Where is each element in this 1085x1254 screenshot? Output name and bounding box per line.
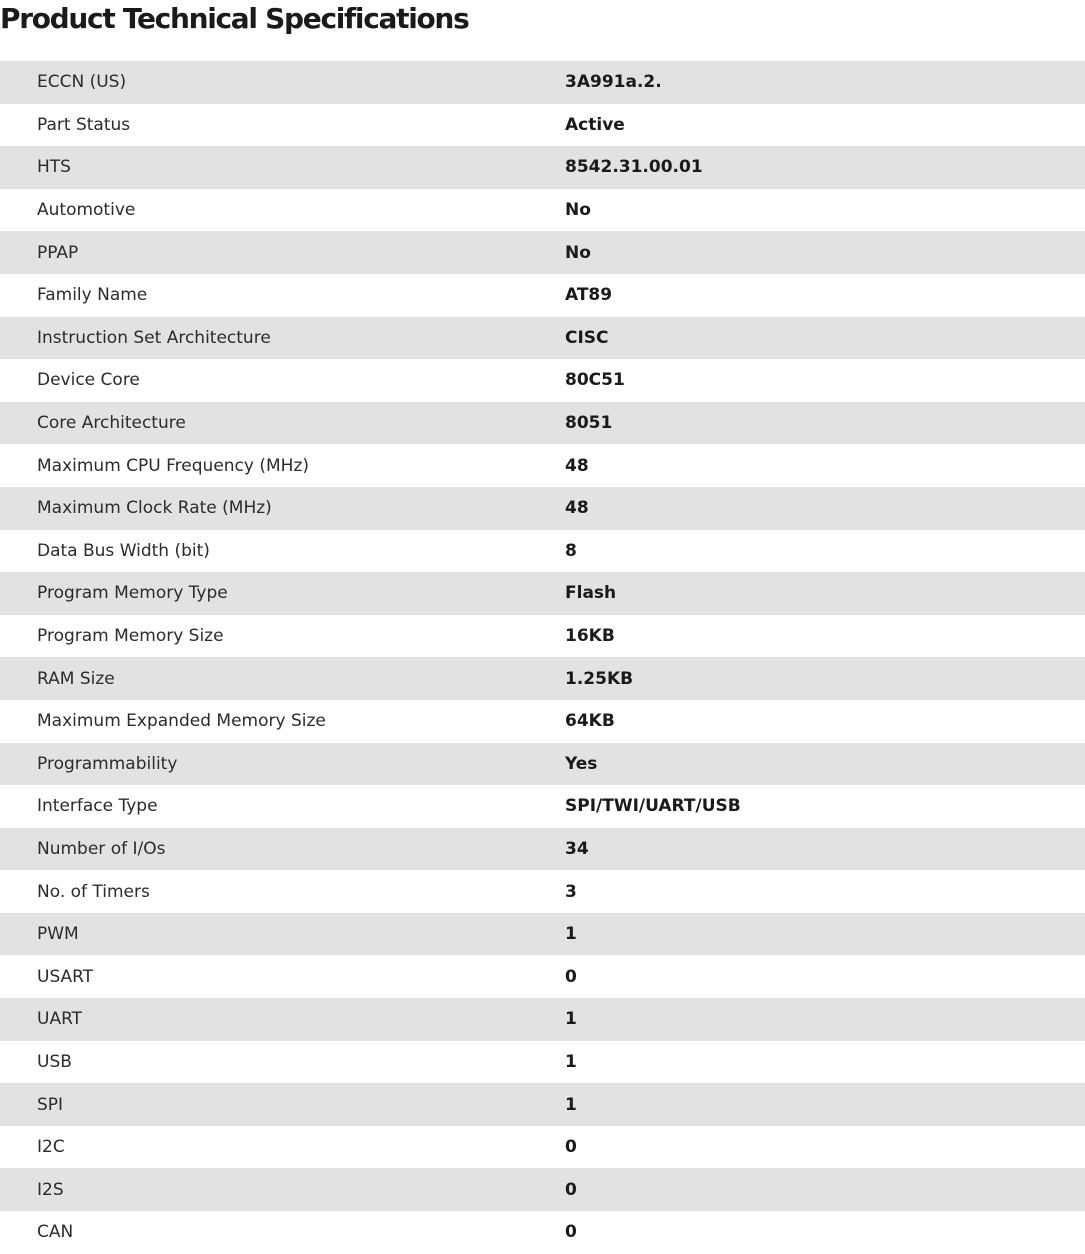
table-row xyxy=(0,530,1085,573)
spec-label: Interface Type xyxy=(37,796,158,817)
spec-value: Flash xyxy=(565,583,617,604)
spec-value: 1 xyxy=(565,924,577,945)
spec-table xyxy=(0,61,1085,1254)
spec-label: Data Bus Width (bit) xyxy=(37,540,210,561)
spec-value: 1.25KB xyxy=(565,668,634,689)
spec-value: SPI/TWI/UART/USB xyxy=(565,796,741,817)
table-row xyxy=(0,615,1085,658)
spec-value: 16KB xyxy=(565,626,615,647)
table-row xyxy=(0,444,1085,487)
spec-label: I2C xyxy=(37,1137,65,1158)
table-row xyxy=(0,700,1085,743)
table-row xyxy=(0,359,1085,402)
table-row xyxy=(0,231,1085,274)
spec-label: Number of I/Os xyxy=(37,838,166,859)
table-row xyxy=(0,870,1085,913)
spec-label: Family Name xyxy=(37,285,148,306)
table-row xyxy=(0,1126,1085,1169)
spec-label: Maximum Expanded Memory Size xyxy=(37,711,326,732)
table-row xyxy=(0,572,1085,615)
spec-value: 1 xyxy=(565,1009,577,1030)
spec-value: 0 xyxy=(565,1179,577,1200)
spec-label: USART xyxy=(37,966,94,987)
table-row xyxy=(0,1211,1085,1254)
spec-value: 0 xyxy=(565,1222,577,1243)
spec-value: 3A991a.2. xyxy=(565,72,662,93)
spec-label: PPAP xyxy=(37,242,79,263)
spec-value: 48 xyxy=(565,455,589,476)
table-row xyxy=(0,1083,1085,1126)
spec-label: Maximum Clock Rate (MHz) xyxy=(37,498,272,519)
table-row xyxy=(0,146,1085,189)
spec-value: Yes xyxy=(565,753,598,774)
spec-label: SPI xyxy=(37,1094,64,1115)
spec-label: PWM xyxy=(37,924,79,945)
spec-value: 8051 xyxy=(565,413,613,434)
spec-label: Instruction Set Architecture xyxy=(37,327,271,348)
spec-label: USB xyxy=(37,1051,72,1072)
spec-value: 0 xyxy=(565,966,577,987)
spec-label: HTS xyxy=(37,157,71,178)
spec-value: 34 xyxy=(565,838,589,859)
table-row xyxy=(0,955,1085,998)
spec-label: No. of Timers xyxy=(37,881,150,902)
spec-value: 1 xyxy=(565,1051,577,1072)
spec-value: 0 xyxy=(565,1137,577,1158)
spec-label: Programmability xyxy=(37,753,178,774)
spec-value: 80C51 xyxy=(565,370,625,391)
spec-value: 1 xyxy=(565,1094,577,1115)
spec-label: Program Memory Size xyxy=(37,626,224,647)
spec-label: Automotive xyxy=(37,200,136,221)
spec-value: No xyxy=(565,242,591,263)
spec-label: Part Status xyxy=(37,114,131,135)
table-row xyxy=(0,487,1085,530)
table-row xyxy=(0,1041,1085,1084)
spec-value: CISC xyxy=(565,327,609,348)
spec-label: Program Memory Type xyxy=(37,583,228,604)
table-row xyxy=(0,1168,1085,1211)
spec-value: AT89 xyxy=(565,285,613,306)
spec-label: Device Core xyxy=(37,370,140,391)
table-row xyxy=(0,61,1085,104)
spec-label: I2S xyxy=(37,1179,64,1200)
table-row xyxy=(0,998,1085,1041)
spec-label: Core Architecture xyxy=(37,413,186,434)
spec-label: ECCN (US) xyxy=(37,72,127,93)
spec-value: No xyxy=(565,200,591,221)
table-row xyxy=(0,274,1085,317)
table-row xyxy=(0,402,1085,445)
spec-value: 48 xyxy=(565,498,589,519)
spec-value: 3 xyxy=(565,881,577,902)
spec-label: UART xyxy=(37,1009,83,1030)
page-title: Product Technical Specifications xyxy=(0,2,469,35)
spec-label: RAM Size xyxy=(37,668,115,689)
table-row xyxy=(0,743,1085,786)
spec-label: CAN xyxy=(37,1222,74,1243)
spec-value: 8542.31.00.01 xyxy=(565,157,703,178)
spec-value: 64KB xyxy=(565,711,615,732)
table-row xyxy=(0,317,1085,360)
table-row xyxy=(0,104,1085,147)
spec-value: 8 xyxy=(565,540,577,561)
table-row xyxy=(0,913,1085,956)
table-row xyxy=(0,657,1085,700)
spec-value: Active xyxy=(565,114,625,135)
table-row xyxy=(0,189,1085,232)
spec-label: Maximum CPU Frequency (MHz) xyxy=(37,455,309,476)
table-row xyxy=(0,785,1085,828)
table-row xyxy=(0,828,1085,871)
